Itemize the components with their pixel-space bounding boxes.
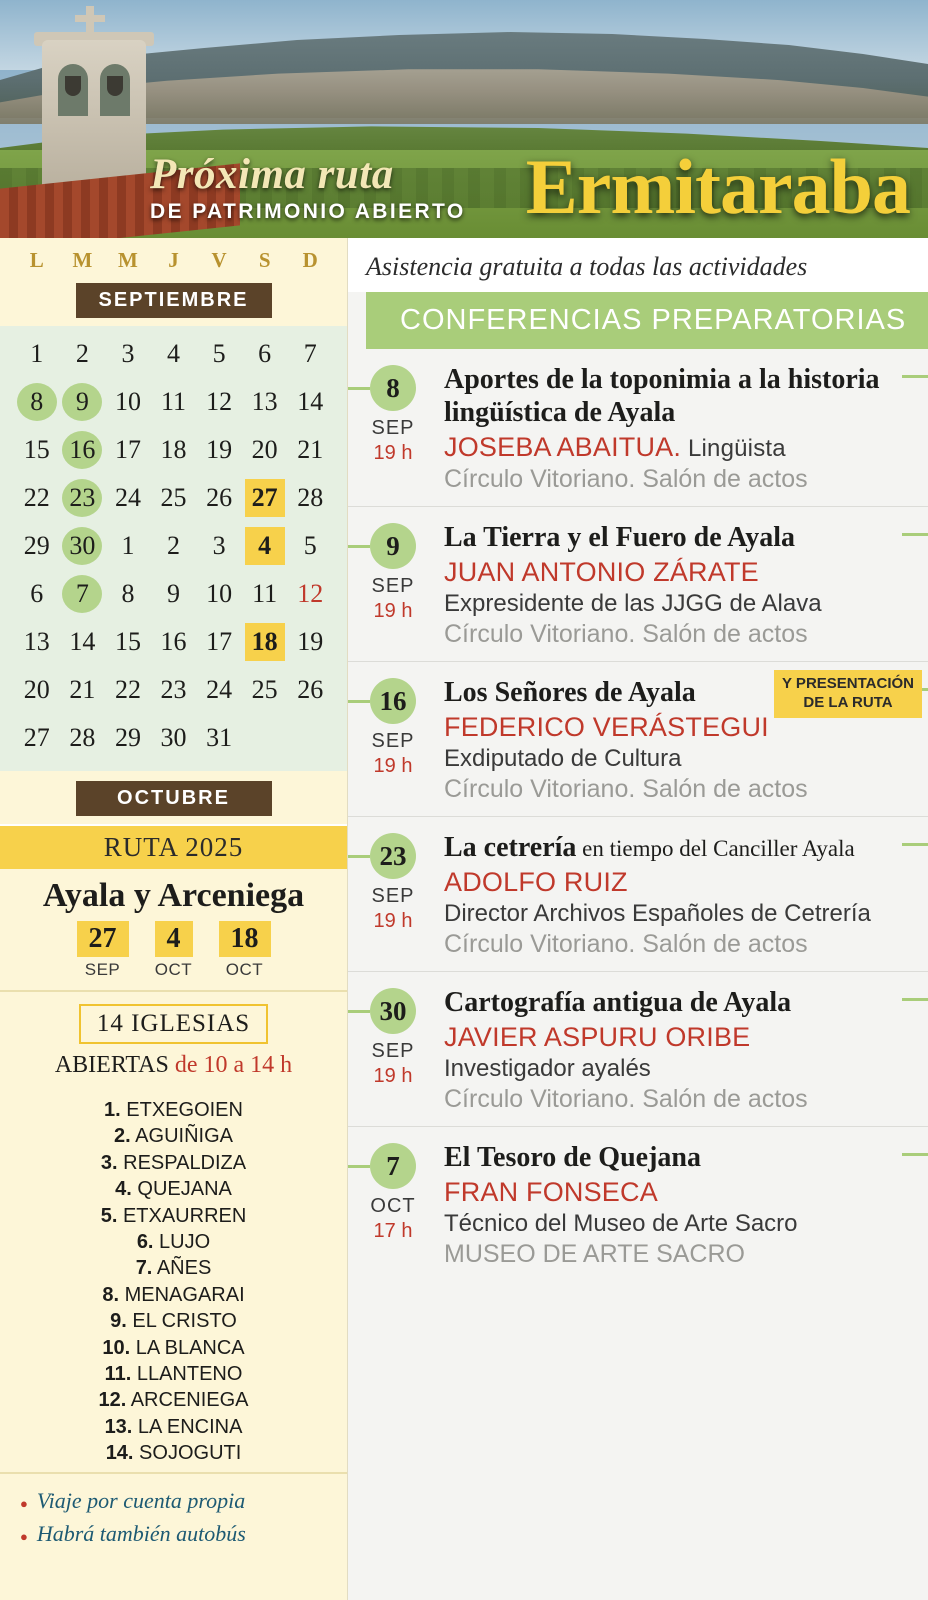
calendar-day-number: 24 xyxy=(206,675,233,704)
calendar-day-number: 7 xyxy=(303,339,317,368)
conference-item[interactable] xyxy=(348,662,928,817)
hero-banner xyxy=(0,0,928,238)
iglesias-count: 14 IGLESIAS xyxy=(79,1004,268,1044)
iglesia-number: 13. xyxy=(104,1415,133,1438)
calendar-day-16[interactable] xyxy=(60,426,106,474)
calendar-day-number: 27 xyxy=(23,723,50,752)
calendar-day-number xyxy=(290,719,330,757)
conference-day-number: 23 xyxy=(370,833,416,879)
conference-month: SEP xyxy=(371,575,415,598)
calendar-day-number: 26 xyxy=(297,675,324,704)
calendar-day-29[interactable] xyxy=(14,522,60,570)
calendar-grid xyxy=(0,326,347,771)
conference-title: Cartografía antigua de Ayala xyxy=(444,987,792,1019)
note-item: ● Viaje por cuenta propia xyxy=(20,1484,347,1517)
calendar-weekday-header xyxy=(0,238,347,277)
calendar-day-1[interactable] xyxy=(14,330,60,378)
iglesia-list-item xyxy=(0,1440,347,1466)
calendar-day-28[interactable] xyxy=(287,474,333,522)
calendar-day-number: 29 xyxy=(23,531,50,560)
calendar-day-3[interactable] xyxy=(196,522,242,570)
calendar-day-8[interactable] xyxy=(14,378,60,426)
calendar-day-6[interactable] xyxy=(242,330,288,378)
calendar-day-4[interactable] xyxy=(242,522,288,570)
iglesia-number: 9. xyxy=(110,1310,127,1333)
calendar-day-27[interactable] xyxy=(14,714,60,769)
conference-badge: Y PRESENTACIÓN DE LA RUTA xyxy=(774,670,922,718)
calendar-day-24[interactable] xyxy=(196,666,242,714)
bell-icon-right xyxy=(107,76,123,96)
calendar-day-18[interactable] xyxy=(151,426,197,474)
conference-title: El Tesoro de Quejana xyxy=(444,1142,701,1174)
left-column xyxy=(0,238,348,1600)
ruta-date-day: 27 xyxy=(77,921,129,957)
calendar-day-number: 27 xyxy=(245,479,285,517)
calendar-day-number: 19 xyxy=(297,627,324,656)
conference-speaker-role-inline: Lingüista xyxy=(681,435,786,463)
conference-day-number: 7 xyxy=(370,1143,416,1189)
calendar-day-5[interactable] xyxy=(196,330,242,378)
calendar-day-22[interactable] xyxy=(14,474,60,522)
ruta-date-month: OCT xyxy=(154,960,193,979)
iglesia-number: 11. xyxy=(104,1362,132,1385)
title-rule-decoration xyxy=(902,533,928,536)
conference-body xyxy=(438,363,914,494)
bell-icon-left xyxy=(65,76,81,96)
calendar-day-number: 4 xyxy=(245,527,285,565)
iglesias-list xyxy=(0,1087,347,1472)
calendar-day-19[interactable] xyxy=(287,618,333,666)
main-content xyxy=(0,238,928,1600)
conference-hour: 19 h xyxy=(373,755,413,778)
calendar-day-number: 5 xyxy=(212,339,226,368)
iglesia-name: AGUIÑIGA xyxy=(130,1125,233,1148)
calendar-day-17[interactable] xyxy=(105,426,151,474)
calendar-weekday-6: D xyxy=(302,248,318,272)
calendar-day-number: 26 xyxy=(206,483,233,512)
calendar-day-15[interactable] xyxy=(14,426,60,474)
calendar-day-number: 4 xyxy=(167,339,181,368)
calendar-week-row xyxy=(0,378,347,426)
calendar-day-number: 13 xyxy=(251,387,278,416)
calendar-day-21[interactable] xyxy=(60,666,106,714)
calendar-day-18[interactable] xyxy=(242,618,288,666)
iglesia-number: 10. xyxy=(102,1336,131,1359)
conference-speaker-role: Director Archivos Españoles de Cetrería xyxy=(444,900,871,928)
calendar-week-row xyxy=(0,426,347,474)
calendar-day-number: 2 xyxy=(167,531,181,560)
iglesia-number: 5. xyxy=(100,1204,118,1227)
calendar-weekday-2: M xyxy=(118,248,138,272)
conference-venue: Círculo Vitoriano. Salón de actos xyxy=(444,620,808,649)
conference-title: La Tierra y el Fuero de Ayala xyxy=(444,522,796,554)
free-attendance-note: Asistencia gratuita a todas las actividades xyxy=(348,238,928,292)
calendar-day-number: 12 xyxy=(297,579,324,608)
conference-date xyxy=(348,831,438,959)
calendar-day-9[interactable] xyxy=(151,570,197,618)
calendar-day-number: 9 xyxy=(167,579,181,608)
conference-hour: 19 h xyxy=(373,442,413,464)
calendar-day-number: 11 xyxy=(160,387,187,416)
conference-title: La cetrería en tiempo del Canciller Ayala xyxy=(444,832,855,864)
title-rule-decoration xyxy=(902,998,928,1001)
calendar-day-number: 23 xyxy=(160,675,187,704)
iglesia-list-item xyxy=(0,1150,347,1176)
calendar-day-2[interactable] xyxy=(151,522,197,570)
calendar-day-7[interactable] xyxy=(287,330,333,378)
calendar-day-number: 9 xyxy=(62,383,102,421)
iglesia-name: LUJO xyxy=(153,1230,211,1253)
iglesia-list-item xyxy=(0,1255,347,1281)
calendar-day-number: 25 xyxy=(251,675,278,704)
conference-month: OCT xyxy=(370,1195,416,1218)
calendar-day-14[interactable] xyxy=(287,378,333,426)
calendar-day-6[interactable] xyxy=(14,570,60,618)
calendar-week-row xyxy=(0,618,347,666)
iglesia-number: 4. xyxy=(115,1178,132,1201)
calendar-day-number: 24 xyxy=(114,483,141,512)
conference-body xyxy=(438,521,914,649)
conferences-band: CONFERENCIAS PREPARATORIAS xyxy=(366,292,928,349)
calendar-day-number xyxy=(245,719,285,757)
calendar-day-number: 10 xyxy=(206,579,233,608)
iglesia-name: ETXAURREN xyxy=(117,1204,247,1227)
conference-item[interactable] xyxy=(348,349,928,507)
conference-item[interactable] xyxy=(348,1127,928,1281)
calendar-day-number: 2 xyxy=(75,339,89,368)
conference-body xyxy=(438,986,914,1114)
calendar-day-number: 19 xyxy=(206,435,233,464)
conference-hour: 19 h xyxy=(373,910,413,933)
ruta-date[interactable] xyxy=(155,921,193,980)
conference-item[interactable] xyxy=(348,972,928,1127)
calendar-day-number: 12 xyxy=(206,387,233,416)
iglesia-name: QUEJANA xyxy=(131,1178,232,1201)
conference-speaker: ADOLFO RUIZ xyxy=(444,867,628,898)
conference-title: Aportes de la toponimia a la historia lingüística de Ayala xyxy=(444,364,880,429)
conference-body xyxy=(438,1141,914,1269)
calendar-day-number: 3 xyxy=(121,339,135,368)
ruta-date-day: 4 xyxy=(155,921,193,957)
calendar-day-26[interactable] xyxy=(287,666,333,714)
iglesia-name: MENAGARAI xyxy=(119,1283,245,1306)
calendar-day-10[interactable] xyxy=(105,378,151,426)
calendar-day-number: 6 xyxy=(30,579,44,608)
iglesia-list-item xyxy=(0,1229,347,1255)
iglesia-name: RESPALDIZA xyxy=(117,1151,247,1174)
calendar-week-row xyxy=(0,330,347,378)
calendar-day-number: 18 xyxy=(160,435,187,464)
calendar-day-number: 21 xyxy=(297,435,324,464)
iglesia-name: SOJOGUTI xyxy=(133,1442,242,1465)
right-column xyxy=(348,238,928,1600)
iglesia-list-item xyxy=(0,1361,347,1387)
calendar-day-number: 3 xyxy=(212,531,226,560)
conference-date xyxy=(348,521,438,649)
calendar-day-number: 15 xyxy=(114,627,141,656)
conference-hour: 19 h xyxy=(373,600,413,623)
month-label-september: SEPTIEMBRE xyxy=(76,283,272,318)
calendar-day-number: 16 xyxy=(160,627,187,656)
conference-venue: MUSEO DE ARTE SACRO xyxy=(444,1240,745,1269)
conference-speaker-role: Expresidente de las JJGG de Alava xyxy=(444,590,822,618)
conference-day-number: 16 xyxy=(370,678,416,724)
calendar-day-7[interactable] xyxy=(60,570,106,618)
conference-venue: Círculo Vitoriano. Salón de actos xyxy=(444,465,808,494)
conference-venue: Círculo Vitoriano. Salón de actos xyxy=(444,775,808,804)
calendar-day-number: 28 xyxy=(69,723,96,752)
month-label-october: OCTUBRE xyxy=(76,781,272,816)
conference-speaker-role: Técnico del Museo de Arte Sacro xyxy=(444,1210,798,1238)
calendar-day-16[interactable] xyxy=(151,618,197,666)
calendar-day-number: 8 xyxy=(17,383,57,421)
calendar-day-20[interactable] xyxy=(14,666,60,714)
hero-kicker: Próxima ruta xyxy=(150,151,394,198)
calendar-day-3[interactable] xyxy=(105,330,151,378)
conference-body xyxy=(438,831,914,959)
calendar-day-12[interactable] xyxy=(196,378,242,426)
iglesia-list-item xyxy=(0,1335,347,1361)
calendar-day-15[interactable] xyxy=(105,618,151,666)
iglesia-list-item xyxy=(0,1176,347,1202)
calendar-day-11[interactable] xyxy=(242,570,288,618)
title-rule-decoration xyxy=(902,843,928,846)
calendar-day-number: 6 xyxy=(258,339,272,368)
iglesia-list-item xyxy=(0,1387,347,1413)
calendar-weekday-3: J xyxy=(168,248,179,272)
conference-hour: 17 h xyxy=(373,1220,413,1243)
iglesia-list-item xyxy=(0,1097,347,1123)
calendar-day-number: 31 xyxy=(206,723,233,752)
iglesia-name: EL CRISTO xyxy=(126,1310,237,1333)
calendar-day-25[interactable] xyxy=(151,474,197,522)
calendar-day-17[interactable] xyxy=(196,618,242,666)
ruta-date-day: 18 xyxy=(219,921,271,957)
calendar-day-24[interactable] xyxy=(105,474,151,522)
calendar-day-13[interactable] xyxy=(14,618,60,666)
calendar-day-5[interactable] xyxy=(287,522,333,570)
iglesia-number: 14. xyxy=(105,1442,134,1465)
calendar-day-number: 20 xyxy=(23,675,50,704)
calendar-day-empty xyxy=(287,714,333,769)
conference-item[interactable] xyxy=(348,817,928,972)
calendar-day-number: 29 xyxy=(114,723,141,752)
calendar-day-number: 10 xyxy=(114,387,141,416)
conference-speaker-role: Investigador ayalés xyxy=(444,1055,651,1083)
conference-speaker: JOSEBA ABAITUA. Lingüista xyxy=(444,432,786,463)
calendar-day-number: 11 xyxy=(252,579,278,608)
calendar-day-number: 22 xyxy=(114,675,141,704)
conference-date xyxy=(348,676,438,804)
calendar-day-number: 30 xyxy=(62,527,102,565)
hero-subtitle: DE PATRIMONIO ABIERTO xyxy=(150,200,466,223)
calendar-weekday-1: M xyxy=(72,248,93,272)
calendar-day-12[interactable] xyxy=(287,570,333,618)
iglesias-hours xyxy=(0,1052,347,1079)
ruta-title: Ayala y Arceniega xyxy=(0,869,347,921)
conferences-list xyxy=(348,349,928,1281)
calendar-day-29[interactable] xyxy=(105,714,151,769)
note-item: ● Habrá también autobús xyxy=(20,1517,347,1550)
calendar-day-30[interactable] xyxy=(151,714,197,769)
conference-day-number: 9 xyxy=(370,523,416,569)
calendar-day-21[interactable] xyxy=(287,426,333,474)
calendar-day-number: 14 xyxy=(69,627,96,656)
calendar-day-number: 5 xyxy=(303,531,317,560)
calendar-day-26[interactable] xyxy=(196,474,242,522)
calendar-day-number: 21 xyxy=(69,675,96,704)
iglesia-number: 7. xyxy=(135,1257,153,1280)
conference-speaker: FRAN FONSECA xyxy=(444,1177,658,1208)
conference-day-number: 30 xyxy=(370,988,416,1034)
conference-speaker: FEDERICO VERÁSTEGUI xyxy=(444,712,769,743)
iglesia-number: 8. xyxy=(102,1283,120,1306)
calendar-week-row xyxy=(0,666,347,714)
iglesia-name: LA BLANCA xyxy=(130,1336,245,1359)
calendar-day-number: 23 xyxy=(62,479,102,517)
calendar-day-9[interactable] xyxy=(60,378,106,426)
calendar-weekday-0: L xyxy=(29,248,44,272)
conference-month: SEP xyxy=(371,417,415,439)
calendar-day-8[interactable] xyxy=(105,570,151,618)
brand-title: Ermitaraba xyxy=(525,143,910,230)
ruta-dates xyxy=(0,921,347,990)
calendar-day-19[interactable] xyxy=(196,426,242,474)
conference-title-subtext: en tiempo del Canciller Ayala xyxy=(576,836,855,862)
iglesia-name: AÑES xyxy=(152,1257,212,1280)
iglesias-header xyxy=(0,990,347,1087)
calendar-day-13[interactable] xyxy=(242,378,288,426)
iglesias-open-label: ABIERTAS xyxy=(54,1052,175,1078)
conference-date xyxy=(348,363,438,494)
iglesia-number: 12. xyxy=(98,1389,127,1412)
calendar-day-11[interactable] xyxy=(151,378,197,426)
calendar-week-row xyxy=(0,522,347,570)
ruta-date-month: SEP xyxy=(84,960,121,979)
calendar-day-23[interactable] xyxy=(151,666,197,714)
calendar-day-28[interactable] xyxy=(60,714,106,769)
iglesia-list-item xyxy=(0,1414,347,1440)
iglesia-list-item xyxy=(0,1123,347,1149)
conference-speaker: JUAN ANTONIO ZÁRATE xyxy=(444,557,759,588)
notes-section xyxy=(0,1472,347,1556)
iglesia-name: ARCENIEGA xyxy=(126,1389,249,1412)
calendar-day-number: 7 xyxy=(62,575,102,613)
calendar-day-2[interactable] xyxy=(60,330,106,378)
conference-speaker-role: Exdiputado de Cultura xyxy=(444,745,682,773)
iglesia-number: 1. xyxy=(104,1099,121,1121)
calendar-day-number: 25 xyxy=(160,483,187,512)
calendar-day-4[interactable] xyxy=(151,330,197,378)
calendar-day-22[interactable] xyxy=(105,666,151,714)
conference-venue: Círculo Vitoriano. Salón de actos xyxy=(444,1085,808,1114)
calendar-day-number: 8 xyxy=(121,579,135,608)
calendar-day-1[interactable] xyxy=(105,522,151,570)
conference-day-number: 8 xyxy=(370,365,416,411)
iglesia-list-item xyxy=(0,1203,347,1229)
title-rule-decoration xyxy=(902,1153,928,1156)
calendar-week-row xyxy=(0,474,347,522)
iglesia-list-item xyxy=(0,1282,347,1308)
iglesia-name: ETXEGOIEN xyxy=(120,1099,243,1121)
conference-venue: Círculo Vitoriano. Salón de actos xyxy=(444,930,808,959)
ruta-date-month: OCT xyxy=(225,960,264,979)
calendar-day-10[interactable] xyxy=(196,570,242,618)
calendar-day-27[interactable] xyxy=(242,474,288,522)
conference-month: SEP xyxy=(371,1040,415,1063)
calendar-day-number: 14 xyxy=(297,387,324,416)
conference-date xyxy=(348,986,438,1114)
calendar-day-number: 18 xyxy=(245,623,285,661)
iglesia-number: 3. xyxy=(100,1151,118,1174)
calendar-day-number: 17 xyxy=(206,627,233,656)
ruta-band: RUTA 2025 xyxy=(0,824,347,869)
conference-month: SEP xyxy=(371,885,415,908)
calendar-week-row xyxy=(0,570,347,618)
conference-item[interactable] xyxy=(348,507,928,662)
iglesias-open-hours: de 10 a 14 h xyxy=(174,1052,293,1078)
iglesia-name: LLANTENO xyxy=(131,1362,243,1385)
iglesia-name: LA ENCINA xyxy=(132,1415,243,1438)
calendar-day-number: 20 xyxy=(251,435,278,464)
calendar-weekday-4: V xyxy=(211,248,227,272)
conference-hour: 19 h xyxy=(373,1065,413,1088)
calendar-day-number: 22 xyxy=(23,483,50,512)
calendar-day-number: 1 xyxy=(121,531,135,560)
conference-speaker: JAVIER ASPURU ORIBE xyxy=(444,1022,751,1053)
conference-title: Los Señores de Ayala xyxy=(444,677,696,709)
calendar-day-number: 1 xyxy=(30,339,44,368)
calendar-day-23[interactable] xyxy=(60,474,106,522)
ruta-date[interactable] xyxy=(219,921,271,980)
conference-date xyxy=(348,1141,438,1269)
calendar-day-14[interactable] xyxy=(60,618,106,666)
iglesia-number: 2. xyxy=(114,1125,131,1148)
calendar-day-number: 30 xyxy=(160,723,187,752)
calendar-weekday-5: S xyxy=(258,248,271,272)
ruta-date[interactable] xyxy=(77,921,129,980)
calendar-day-31[interactable] xyxy=(196,714,242,769)
conference-month: SEP xyxy=(371,730,415,753)
calendar-day-number: 28 xyxy=(297,483,324,512)
calendar-day-number: 16 xyxy=(62,431,102,469)
calendar-day-25[interactable] xyxy=(242,666,288,714)
calendar-day-number: 13 xyxy=(23,627,50,656)
calendar-day-empty xyxy=(242,714,288,769)
title-rule-decoration xyxy=(902,375,928,378)
iglesia-list-item xyxy=(0,1308,347,1334)
iglesia-number: 6. xyxy=(136,1230,154,1253)
calendar-day-number: 17 xyxy=(114,435,141,464)
calendar-day-30[interactable] xyxy=(60,522,106,570)
calendar-day-number: 15 xyxy=(23,435,50,464)
calendar-week-row xyxy=(0,714,347,769)
calendar-day-20[interactable] xyxy=(242,426,288,474)
